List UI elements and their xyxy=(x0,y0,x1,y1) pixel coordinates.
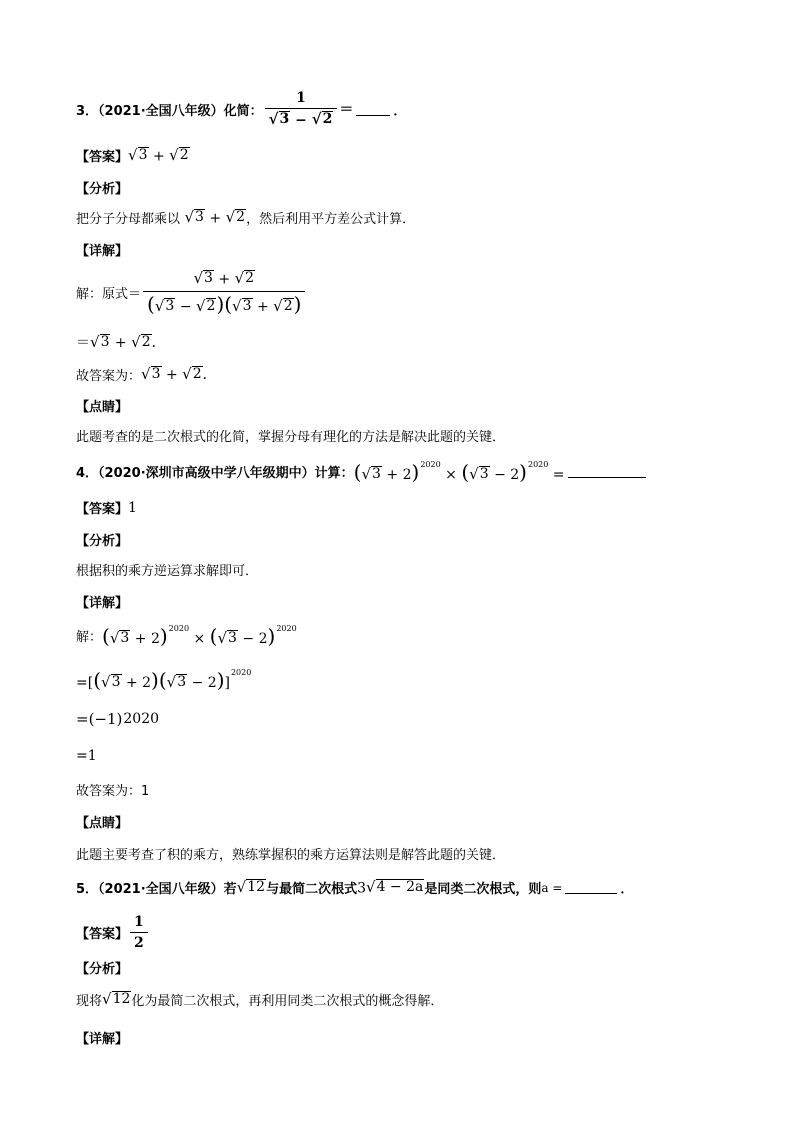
q3-comment-text: 此题考查的是二次根式的化简，掌握分母有理化的方法是解决此题的关键． xyxy=(76,430,506,445)
q4-comment-label xyxy=(76,812,128,831)
q4-analysis xyxy=(76,560,258,579)
comment-label: 【点睛】 xyxy=(76,816,129,831)
q4-answer xyxy=(76,498,137,517)
answer-blank xyxy=(356,103,390,116)
answer-label: 【答案】 xyxy=(76,150,129,165)
q3-analysis-tail: ，然后利用平方差公式计算． xyxy=(246,212,416,227)
q4-step1: 解： ( √ 3 + 2)$^{2020}$ × ( √ 3 − 2)$^{2020}$ xyxy=(76,624,297,648)
q3-detail-label xyxy=(76,240,128,259)
q3-title: 3．（2021·全国八年级）化简： xyxy=(76,103,263,119)
q4-analysis-label xyxy=(76,530,128,549)
q5-analysis-label xyxy=(76,958,128,977)
q3-answer: 【答案】 √ 3 + √ 2 xyxy=(76,146,189,165)
q3-analysis: 把分子分母都乘以 √ 3 + √ 2 ，然后利用平方差公式计算． xyxy=(76,208,416,227)
q3-analysis-text: 把分子分母都乘以 xyxy=(76,212,181,227)
answer-label: 【答案】 xyxy=(76,927,129,942)
q4-final: 故答案为：1 xyxy=(76,784,150,799)
q4-comment xyxy=(76,844,505,863)
detail-label: 【详解】 xyxy=(76,244,129,259)
q4-answer-value: 1 xyxy=(128,499,137,516)
q3-solve-prefix: 解：原式＝ xyxy=(76,287,142,303)
analysis-label: 【分析】 xyxy=(76,182,129,197)
analysis-label: 【分析】 xyxy=(76,962,129,977)
q5-analysis: 现将 √ 12 化为最简二次根式，再利用同类二次根式的概念得解． xyxy=(76,990,444,1009)
q3-result: ＝ √ 3 + √ 2 ． xyxy=(76,333,166,351)
q5-answer xyxy=(76,914,150,951)
q4-comment-text: 此题主要考查了积的乘方，熟练掌握积的乘方运算法则是解答此题的关键． xyxy=(76,848,506,863)
q3-solution xyxy=(76,270,307,315)
q3-analysis-label xyxy=(76,178,128,197)
detail-label: 【详解】 xyxy=(76,1032,129,1047)
comment-label: 【点睛】 xyxy=(76,400,129,415)
q4-step2: =[( √ 3 + 2)( √ 3 − 2)]$^{2020}$ xyxy=(76,668,252,692)
q4-detail-label xyxy=(76,592,128,611)
answer-label: 【答案】 xyxy=(76,502,129,517)
q3-comment xyxy=(76,426,505,445)
analysis-label: 【分析】 xyxy=(76,534,129,549)
q3-heading: 3．（2021·全国八年级）化简： 1 √ 3 − √ 2 ＝ ． xyxy=(76,90,407,129)
answer-blank xyxy=(565,881,617,894)
q3-fraction: 1 √ 3 − √ 2 xyxy=(265,90,338,128)
q5-heading: 5．（2021·全国八年级）若 √ 12 与最简二次根式 3 √ 4 − 2a 是同类二次根式，则 a = ． xyxy=(76,878,634,897)
answer-blank xyxy=(568,465,646,478)
q3-final-prefix: 故答案为： xyxy=(76,368,142,384)
q4-title: 4．（2020·深圳市高级中学八年级期中）计算： xyxy=(76,466,354,481)
q4-analysis-text: 根据积的乘方逆运算求解即可． xyxy=(76,564,259,579)
q5-answer-fraction: $\frac{1}{2}$ xyxy=(130,914,148,951)
q4-heading: 4．（2020·深圳市高级中学八年级期中）计算： ( √ 3 + 2)$^{2020}$ × ( √ 3 − 2)$^{2020}$ = xyxy=(76,460,649,483)
q5-detail-label xyxy=(76,1028,128,1047)
q3-solution-fraction: √ 3 + √ 2 ( √ 3 − √ 2 )( √ 3 + √ 2 ) xyxy=(143,270,305,315)
q4-step3: =(−1) 2020 xyxy=(76,710,160,728)
q3-comment-label xyxy=(76,396,128,415)
q4-step4: =1 xyxy=(76,748,97,764)
q3-final: 故答案为： √ 3 + √ 2 ． xyxy=(76,365,217,384)
detail-label: 【详解】 xyxy=(76,596,129,611)
